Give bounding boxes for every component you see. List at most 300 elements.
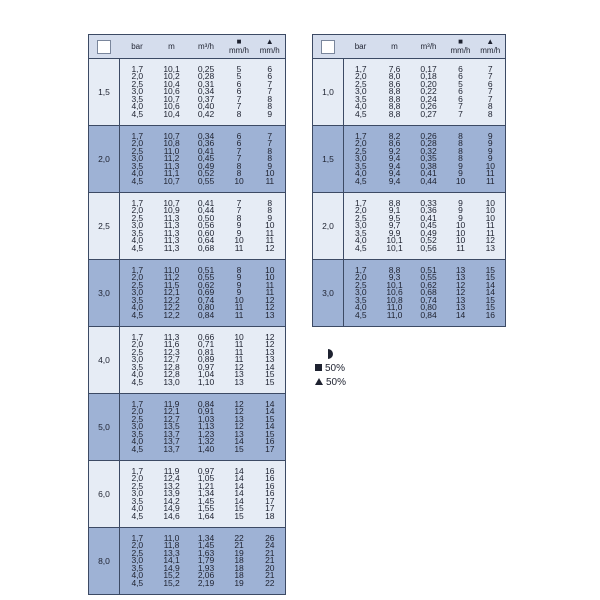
triangle-value: 11 xyxy=(485,175,495,186)
bar-cell xyxy=(344,260,378,327)
nozzle-group-row xyxy=(89,59,286,126)
m-value: 9,4 xyxy=(388,168,401,179)
square-value: 15 xyxy=(234,503,244,514)
m-value: 10,2 xyxy=(163,71,180,82)
legend-triangle-icon xyxy=(315,378,323,385)
triangle-value: 24 xyxy=(265,540,275,551)
m3h-value: 1,63 xyxy=(197,547,215,558)
m-value: 10,6 xyxy=(386,287,403,298)
triangle-value: 15 xyxy=(265,376,275,387)
square-icon: ■ xyxy=(458,37,463,46)
m-value: 8,6 xyxy=(388,78,401,89)
square-value: 9 xyxy=(236,220,242,231)
square-value: 13 xyxy=(455,265,466,276)
bar-value: 3,5 xyxy=(131,361,144,372)
left-table-body xyxy=(89,59,286,595)
triangle-value: 7 xyxy=(267,138,273,149)
square-value: 9 xyxy=(458,198,463,209)
nozzle-group-row xyxy=(89,327,286,394)
square-value: 12 xyxy=(455,279,466,290)
bar-value: 1,7 xyxy=(131,466,144,477)
nozzle-size: 6,0 xyxy=(89,461,120,528)
bar-value: 4,0 xyxy=(354,302,367,313)
square-value: 9 xyxy=(236,287,242,298)
triangle-value: 8 xyxy=(267,153,273,164)
m3h-cell xyxy=(412,126,446,193)
triangle-value: 16 xyxy=(265,488,275,499)
square-value: 8 xyxy=(458,138,463,149)
bar-value: 3,5 xyxy=(354,160,367,171)
square-value: 14 xyxy=(234,495,244,506)
m3h-value: 1,34 xyxy=(197,533,215,544)
triangle-value: 15 xyxy=(485,272,495,283)
triangle-value: 11 xyxy=(265,279,275,290)
triangle-icon: ▲ xyxy=(486,37,495,46)
square-value: 5 xyxy=(458,78,463,89)
square-cell xyxy=(224,260,255,327)
bar-value: 2,0 xyxy=(131,339,144,350)
square-value: 11 xyxy=(234,354,244,365)
nozzle-header xyxy=(313,35,344,59)
square-value: 9 xyxy=(458,205,463,216)
m3h-cell xyxy=(189,126,224,193)
m-cell xyxy=(155,193,189,260)
triangle-cell xyxy=(255,528,286,595)
m-value: 14,1 xyxy=(163,555,180,566)
triangle-value: 16 xyxy=(265,466,275,477)
triangle-value: 7 xyxy=(487,93,493,104)
bar-value: 4,0 xyxy=(131,503,144,514)
triangle-cell xyxy=(476,193,506,260)
m-value: 10,8 xyxy=(386,294,403,305)
square-value: 10 xyxy=(455,227,466,238)
m-value: 13,3 xyxy=(163,547,180,558)
bar-value: 4,5 xyxy=(131,108,144,119)
square-value: 6 xyxy=(236,138,242,149)
nozzle-group-row xyxy=(89,260,286,327)
triangle-value: 15 xyxy=(265,369,275,380)
square-value: 8 xyxy=(236,168,242,179)
square-cell xyxy=(224,126,255,193)
nozzle-group-row xyxy=(89,126,286,193)
m-cell xyxy=(378,59,412,126)
m-value: 14,2 xyxy=(163,495,180,506)
bar-value: 2,0 xyxy=(354,71,367,82)
m-header: m xyxy=(155,35,189,59)
triangle-value: 16 xyxy=(265,473,275,484)
m3h-value: 0,44 xyxy=(420,175,437,186)
triangle-value: 8 xyxy=(267,101,273,112)
m-value: 10,7 xyxy=(163,198,180,209)
bar-value: 1,7 xyxy=(131,332,144,343)
nozzle-group-row xyxy=(313,193,506,260)
m3h-header: m³/h xyxy=(189,35,224,59)
triangle-value: 9 xyxy=(487,153,493,164)
m-value: 10,1 xyxy=(386,235,403,246)
nozzle-group-row xyxy=(89,193,286,260)
triangle-value: 13 xyxy=(265,309,275,320)
m-value: 14,9 xyxy=(163,503,180,514)
square-cell xyxy=(224,461,255,528)
m3h-value: 0,42 xyxy=(197,108,215,119)
m-value: 9,4 xyxy=(388,153,401,164)
triangle-value: 10 xyxy=(485,212,495,223)
m3h-value: 0,34 xyxy=(197,131,215,142)
m-value: 12,2 xyxy=(163,294,180,305)
triangle-value: 9 xyxy=(267,108,273,119)
bar-value: 3,0 xyxy=(131,555,144,566)
bar-value: 3,5 xyxy=(354,93,367,104)
triangle-value: 26 xyxy=(265,533,275,544)
m-value: 13,7 xyxy=(163,443,180,454)
m-value: 9,9 xyxy=(388,227,401,238)
m3h-value: 0,84 xyxy=(197,309,215,320)
bar-value: 4,5 xyxy=(131,443,144,454)
bar-cell xyxy=(344,126,378,193)
square-value: 6 xyxy=(236,131,242,142)
m-value: 11,5 xyxy=(163,279,180,290)
bar-value: 3,0 xyxy=(131,488,144,499)
m3h-value: 0,36 xyxy=(420,205,437,216)
bar-value: 2,5 xyxy=(131,78,144,89)
square-value: 7 xyxy=(458,101,463,112)
bar-value: 2,5 xyxy=(131,145,144,156)
square-value: 10 xyxy=(455,235,466,246)
m3h-value: 1,34 xyxy=(197,488,215,499)
triangle-value: 21 xyxy=(265,555,275,566)
triangle-value: 8 xyxy=(487,108,493,119)
nozzle-size: 5,0 xyxy=(89,394,120,461)
square-value: 18 xyxy=(234,570,244,581)
triangle-value: 14 xyxy=(485,287,495,298)
m3h-value: 0,51 xyxy=(197,265,215,276)
bar-value: 4,5 xyxy=(354,242,367,253)
m3h-value: 0,80 xyxy=(197,302,215,313)
square-value: 19 xyxy=(234,577,244,588)
bar-value: 3,0 xyxy=(131,287,144,298)
m-cell xyxy=(378,193,412,260)
m-value: 13,7 xyxy=(163,428,180,439)
square-value: 6 xyxy=(458,93,463,104)
m-value: 10,7 xyxy=(163,131,180,142)
square-value: 13 xyxy=(234,369,244,380)
m-value: 8,8 xyxy=(388,265,401,276)
bar-cell xyxy=(120,327,155,394)
triangle-value: 8 xyxy=(267,145,273,156)
square-value: 12 xyxy=(234,361,244,372)
bar-value: 1,7 xyxy=(354,64,367,75)
m3h-value: 0,66 xyxy=(197,332,215,343)
square-value: 11 xyxy=(234,242,244,253)
square-value: 8 xyxy=(236,212,242,223)
m-value: 7,6 xyxy=(388,64,401,75)
triangle-value: 6 xyxy=(267,71,273,82)
square-value: 7 xyxy=(236,205,242,216)
triangle-value: 12 xyxy=(265,332,275,343)
square-value: 8 xyxy=(458,153,463,164)
nozzle-group-row xyxy=(89,528,286,595)
m3h-value: 0,51 xyxy=(420,265,437,276)
m-value: 11,3 xyxy=(163,220,180,231)
bar-value: 2,0 xyxy=(131,205,144,216)
m-value: 11,0 xyxy=(386,309,403,320)
m-value: 10,6 xyxy=(163,86,180,97)
m3h-value: 0,49 xyxy=(197,160,215,171)
triangle-unit: mm/h xyxy=(259,46,280,55)
m-value: 11,0 xyxy=(163,265,180,276)
m-value: 14,9 xyxy=(163,562,180,573)
m-value: 10,4 xyxy=(163,78,180,89)
bar-value: 2,0 xyxy=(131,473,144,484)
bar-cell xyxy=(120,193,155,260)
triangle-value: 15 xyxy=(485,294,495,305)
triangle-value: 21 xyxy=(265,547,275,558)
square-value: 14 xyxy=(234,466,244,477)
nozzle-size: 3,0 xyxy=(313,260,344,327)
triangle-value: 10 xyxy=(265,265,275,276)
bar-value: 2,0 xyxy=(131,272,144,283)
m3h-value: 0,41 xyxy=(420,212,437,223)
m3h-value: 0,50 xyxy=(197,212,215,223)
bar-value: 3,5 xyxy=(131,562,144,573)
m-value: 12,7 xyxy=(163,354,180,365)
square-value: 7 xyxy=(236,93,242,104)
m-value: 9,2 xyxy=(388,145,401,156)
square-value: 9 xyxy=(458,212,463,223)
triangle-value: 10 xyxy=(265,220,275,231)
m-value: 11,3 xyxy=(163,242,180,253)
m-value: 13,9 xyxy=(163,488,180,499)
m3h-value: 0,97 xyxy=(197,361,215,372)
m3h-value: 0,45 xyxy=(420,220,437,231)
bar-value: 4,0 xyxy=(131,168,144,179)
m3h-value: 1,93 xyxy=(197,562,215,573)
triangle-value: 9 xyxy=(267,212,273,223)
legend-triangle xyxy=(315,376,346,390)
m3h-value: 0,34 xyxy=(197,86,215,97)
bar-value: 3,0 xyxy=(354,86,367,97)
m3h-value: 0,55 xyxy=(197,175,215,186)
square-value: 6 xyxy=(458,71,463,82)
bar-value: 1,7 xyxy=(354,131,367,142)
square-value: 10 xyxy=(455,220,466,231)
triangle-cell xyxy=(255,193,286,260)
square-value: 12 xyxy=(455,287,466,298)
bar-value: 2,5 xyxy=(354,279,367,290)
bar-value: 3,0 xyxy=(354,287,367,298)
nozzle-group-row xyxy=(313,126,506,193)
square-cell xyxy=(446,193,476,260)
triangle-value: 15 xyxy=(485,302,495,313)
bar-value: 4,0 xyxy=(131,570,144,581)
bar-value: 2,0 xyxy=(131,540,144,551)
m3h-value: 1,03 xyxy=(197,413,215,424)
triangle-value: 14 xyxy=(265,361,275,372)
m3h-value: 0,56 xyxy=(420,242,437,253)
triangle-value: 7 xyxy=(487,86,493,97)
triangle-value: 12 xyxy=(485,235,495,246)
bar-cell xyxy=(344,59,378,126)
m3h-header: m³/h xyxy=(412,35,446,59)
nozzle-size: 2,0 xyxy=(313,193,344,260)
m-value: 13,0 xyxy=(163,376,180,387)
m3h-cell xyxy=(412,260,446,327)
square-value: 13 xyxy=(455,272,466,283)
m-value: 10,1 xyxy=(386,242,403,253)
triangle-value: 8 xyxy=(487,101,493,112)
triangle-cell xyxy=(476,260,506,327)
m3h-value: 0,52 xyxy=(420,235,437,246)
m3h-cell xyxy=(189,461,224,528)
bar-cell xyxy=(344,193,378,260)
square-value: 8 xyxy=(236,265,242,276)
m3h-value: 0,38 xyxy=(420,160,437,171)
m-value: 13,5 xyxy=(163,421,180,432)
m-cell xyxy=(155,126,189,193)
m3h-cell xyxy=(189,260,224,327)
square-value: 19 xyxy=(234,547,244,558)
m-value: 12,8 xyxy=(163,369,180,380)
m-cell xyxy=(155,528,189,595)
triangle-value: 7 xyxy=(487,71,493,82)
bar-value: 4,5 xyxy=(131,175,144,186)
square-value: 22 xyxy=(234,533,244,544)
m-value: 12,4 xyxy=(163,473,180,484)
triangle-value: 9 xyxy=(267,160,273,171)
square-value: 14 xyxy=(455,309,466,320)
nozzle-size: 2,5 xyxy=(89,193,120,260)
nozzle-group-row xyxy=(89,394,286,461)
m-value: 9,4 xyxy=(388,160,401,171)
m3h-value: 0,68 xyxy=(420,287,437,298)
triangle-value: 8 xyxy=(267,205,273,216)
m-value: 8,8 xyxy=(388,108,401,119)
m3h-value: 1,05 xyxy=(197,473,215,484)
bar-value: 3,0 xyxy=(131,421,144,432)
nozzle-size: 1,0 xyxy=(313,59,344,126)
m3h-value: 0,55 xyxy=(420,272,437,283)
triangle-value: 13 xyxy=(265,346,275,357)
triangle-value: 12 xyxy=(265,339,275,350)
triangle-value: 12 xyxy=(265,242,275,253)
m3h-value: 2,19 xyxy=(197,577,215,588)
square-value: 11 xyxy=(234,346,244,357)
m3h-value: 0,26 xyxy=(420,101,437,112)
m-value: 12,8 xyxy=(163,361,180,372)
m3h-value: 0,26 xyxy=(420,131,437,142)
square-value: 13 xyxy=(234,413,244,424)
m3h-value: 0,40 xyxy=(197,101,215,112)
m-cell xyxy=(155,327,189,394)
bar-value: 4,5 xyxy=(354,175,367,186)
performance-table-right xyxy=(312,34,506,327)
triangle-value: 14 xyxy=(265,406,275,417)
triangle-value: 9 xyxy=(487,131,493,142)
m3h-value: 0,44 xyxy=(197,205,215,216)
triangle-value: 18 xyxy=(265,510,275,521)
bar-cell xyxy=(120,528,155,595)
triangle-value: 14 xyxy=(485,279,495,290)
m3h-cell xyxy=(189,59,224,126)
m3h-value: 0,91 xyxy=(197,406,215,417)
square-value: 5 xyxy=(236,71,242,82)
bar-cell xyxy=(120,126,155,193)
bar-value: 3,0 xyxy=(354,153,367,164)
m-cell xyxy=(378,126,412,193)
bar-value: 2,5 xyxy=(131,413,144,424)
m-value: 10,1 xyxy=(163,64,180,75)
bar-value: 4,0 xyxy=(354,168,367,179)
m3h-value: 0,74 xyxy=(420,294,437,305)
m-value: 8,8 xyxy=(388,86,401,97)
m3h-value: 0,45 xyxy=(197,153,215,164)
square-icon: ■ xyxy=(236,37,242,46)
bar-value: 1,7 xyxy=(131,198,144,209)
m3h-cell xyxy=(189,528,224,595)
m-value: 11,9 xyxy=(163,466,180,477)
m3h-cell xyxy=(189,193,224,260)
triangle-value: 10 xyxy=(485,205,495,216)
m3h-value: 1,10 xyxy=(197,376,215,387)
triangle-value: 8 xyxy=(267,198,273,209)
nozzle-header xyxy=(89,35,120,59)
legend-square-text: 50% xyxy=(325,363,346,374)
m-value: 11,0 xyxy=(386,302,403,313)
m-value: 15,2 xyxy=(163,577,180,588)
square-cell xyxy=(224,193,255,260)
square-value: 7 xyxy=(236,198,242,209)
m3h-value: 0,89 xyxy=(197,354,215,365)
bar-value: 4,5 xyxy=(131,510,144,521)
bar-header: bar xyxy=(120,35,155,59)
bar-cell xyxy=(120,260,155,327)
m3h-value: 0,36 xyxy=(197,138,215,149)
m3h-value: 1,79 xyxy=(197,555,215,566)
square-value: 9 xyxy=(458,168,463,179)
nozzle-size: 1,5 xyxy=(89,59,120,126)
header-swatch xyxy=(97,40,111,54)
m3h-value: 0,22 xyxy=(420,86,437,97)
triangle-cell xyxy=(476,126,506,193)
m-cell xyxy=(155,394,189,461)
triangle-icon: ▲ xyxy=(265,37,274,46)
m3h-value: 0,17 xyxy=(420,64,437,75)
bar-value: 2,0 xyxy=(131,71,144,82)
square-value: 12 xyxy=(234,399,244,410)
m3h-value: 0,62 xyxy=(420,279,437,290)
square-value: 21 xyxy=(234,540,244,551)
triangle-value: 9 xyxy=(487,138,493,149)
triangle-value: 7 xyxy=(267,86,273,97)
m3h-value: 0,27 xyxy=(420,108,437,119)
nozzle-size: 3,0 xyxy=(89,260,120,327)
m-value: 13,7 xyxy=(163,436,180,447)
triangle-value: 7 xyxy=(487,64,493,75)
square-value: 11 xyxy=(234,302,244,313)
square-value: 13 xyxy=(234,428,244,439)
m-value: 10,4 xyxy=(163,108,180,119)
square-value: 6 xyxy=(236,86,242,97)
m-value: 12,7 xyxy=(163,413,180,424)
triangle-value: 7 xyxy=(267,131,273,142)
m-value: 11,6 xyxy=(163,339,180,350)
m3h-value: 0,33 xyxy=(420,198,437,209)
m3h-value: 0,69 xyxy=(197,287,215,298)
m3h-value: 0,60 xyxy=(197,227,215,238)
m3h-value: 0,31 xyxy=(197,78,215,89)
m3h-value: 0,28 xyxy=(197,71,215,82)
m-value: 10,7 xyxy=(163,93,180,104)
